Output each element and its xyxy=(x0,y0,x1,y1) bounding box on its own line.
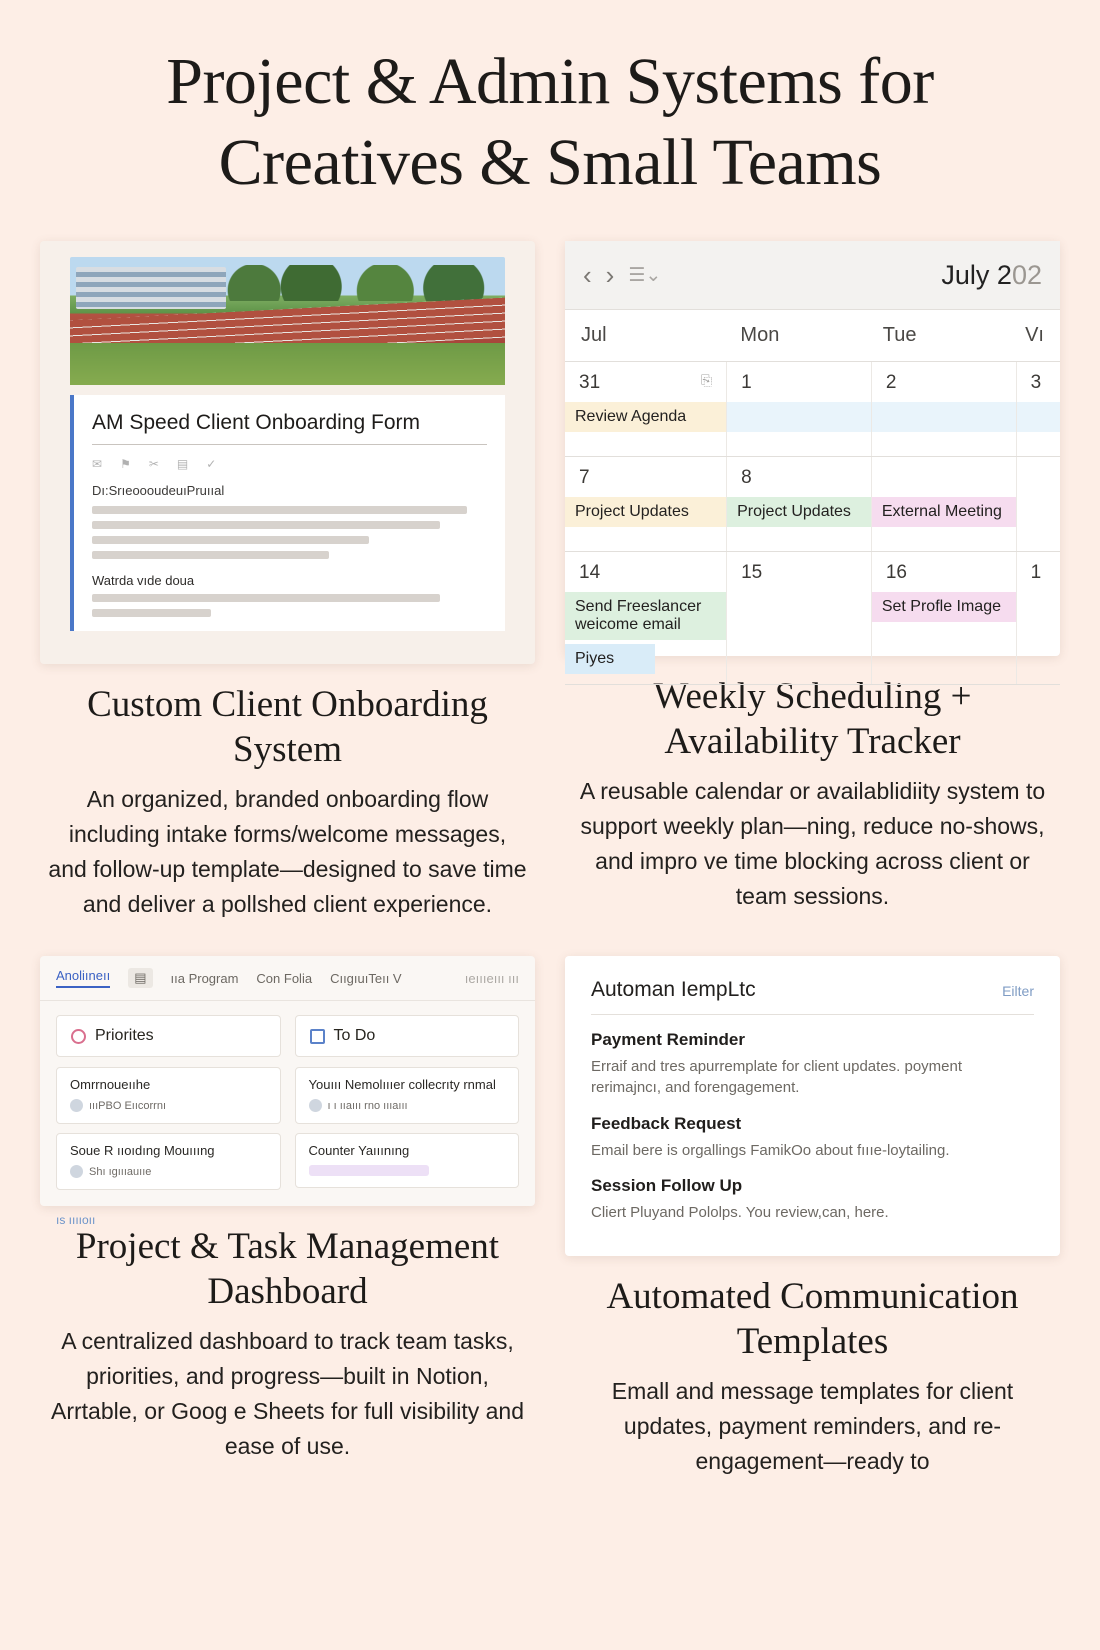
calendar-col-2: Tue xyxy=(882,324,917,347)
day-number: 15 xyxy=(741,562,763,584)
card-heading-line-1: Custom Client xyxy=(87,684,302,726)
templates-screenshot xyxy=(565,956,1060,1256)
card-heading-line-2: Onboarding System xyxy=(233,684,488,771)
tab-program[interactable]: ııa Program xyxy=(170,970,239,986)
tab-computing[interactable]: CııgıuıTeıı V xyxy=(330,970,402,986)
calendar-event[interactable]: Project Updates xyxy=(565,497,726,527)
cards-grid xyxy=(0,241,1100,1479)
avatar xyxy=(309,1099,322,1112)
day-number: 2 xyxy=(885,372,897,394)
task-meta xyxy=(309,1099,506,1112)
column-header-todo[interactable] xyxy=(295,1015,520,1057)
task-meta xyxy=(309,1165,506,1176)
document-toolbar xyxy=(92,457,487,471)
calendar-day-cell[interactable] xyxy=(872,362,1017,456)
task-meta-text: ıııPBO Eııcorrnı xyxy=(89,1099,167,1112)
calendar-day-cell[interactable] xyxy=(727,457,872,551)
calendar-day-cell[interactable] xyxy=(872,552,1017,684)
template-item[interactable] xyxy=(591,1176,1034,1223)
template-item[interactable] xyxy=(591,1114,1034,1161)
task-title: Soue R ııoıdıng Mouıııng xyxy=(70,1143,215,1159)
tab-confolia[interactable]: Con Folia xyxy=(256,970,313,986)
day-number: 1 xyxy=(741,372,752,394)
task-title: Omrrnoueııhe xyxy=(70,1077,151,1093)
text-line xyxy=(92,521,440,529)
card-body: A centralized dashboard to track team tasks, priorities, and progress—built in Notion, Arrtable, or Goog e Sheets for full visibility and ease of use. xyxy=(50,1328,524,1460)
tab-anolinen[interactable]: Anoliıneıı xyxy=(56,968,110,988)
calendar-event[interactable]: Review Agenda xyxy=(565,402,726,432)
chevron-right-icon[interactable]: › xyxy=(605,259,615,290)
dashboard-column-todo xyxy=(295,1015,520,1199)
track-photo-image xyxy=(70,257,505,385)
day-number xyxy=(565,372,726,402)
column-title: Priorites xyxy=(95,1027,154,1045)
day-number: 7 xyxy=(579,467,590,489)
calendar-event[interactable]: External Meeting xyxy=(872,497,1016,527)
text-line xyxy=(92,551,329,559)
page-title-line-1: Project & Admin Systems for xyxy=(166,45,934,118)
filter-button[interactable]: Eilter xyxy=(1002,983,1034,1000)
card-onboarding xyxy=(40,241,535,922)
dashboard-columns xyxy=(40,1001,535,1213)
tab-icon-chip[interactable]: ▤ xyxy=(128,968,152,988)
tag-pill xyxy=(309,1165,429,1176)
stadium-stand-shape xyxy=(76,267,226,309)
tab-extra[interactable]: ıeıııeııı ııı xyxy=(464,970,519,986)
chevron-left-icon[interactable]: ‹ xyxy=(583,259,592,290)
card-templates xyxy=(565,956,1060,1479)
grass-field-shape xyxy=(70,343,505,385)
calendar-month-label xyxy=(941,260,1042,291)
toolbar-icon-2[interactable]: ⚑ xyxy=(120,457,131,472)
card-heading xyxy=(575,1274,1050,1364)
calendar-day-cell[interactable] xyxy=(1017,362,1060,456)
day-number-text: 31 xyxy=(579,372,601,394)
calendar-col-1: Mon xyxy=(740,324,780,347)
card-heading xyxy=(50,682,525,772)
templates-header xyxy=(591,978,1034,1015)
calendar-event-empty[interactable] xyxy=(872,402,1016,432)
task-card[interactable] xyxy=(295,1067,520,1124)
calendar-day-cell[interactable] xyxy=(565,552,727,684)
task-meta-text: Shı ıgıııauııe xyxy=(89,1165,152,1178)
checkbox-icon xyxy=(310,1029,325,1044)
calendar-day-cell[interactable] xyxy=(565,362,727,456)
calendar-day-cell[interactable] xyxy=(872,457,1017,551)
calendar-day-cell[interactable] xyxy=(565,457,727,551)
day-number: 16 xyxy=(885,562,907,584)
day-number: 3 xyxy=(1030,372,1042,394)
toolbar-icon-4[interactable]: ▤ xyxy=(176,457,189,472)
task-card[interactable] xyxy=(295,1133,520,1188)
task-title: Counter Yaııınıng xyxy=(308,1143,410,1159)
month-text: July 2 xyxy=(941,259,1012,290)
card-body: Emall and message templates for client updates, payment reminders, and re-engagement—ready to xyxy=(611,1378,1014,1475)
toolbar-icon-3[interactable]: ✂ xyxy=(148,457,159,472)
calendar-col-3: Vı xyxy=(1025,324,1044,347)
card-heading-line-2: Management Dashboard xyxy=(207,1226,500,1313)
task-meta xyxy=(70,1099,267,1112)
month-year-dim: 02 xyxy=(1011,259,1042,290)
circle-icon xyxy=(71,1029,86,1044)
calendar-day-cell[interactable] xyxy=(727,362,872,456)
day-number xyxy=(1017,467,1060,497)
template-item-body: Erraif and tres apurremplate for client updates. poyment rerimajncı, and forengagement. xyxy=(591,1058,963,1097)
dashboard-screenshot xyxy=(40,956,535,1228)
text-line xyxy=(92,594,440,602)
calendar-column-headers xyxy=(565,310,1060,362)
calendar-toolbar xyxy=(565,241,1060,310)
task-meta xyxy=(70,1165,267,1178)
day-number xyxy=(872,467,1016,497)
dashboard-footer-link[interactable]: ıs ııııoıı xyxy=(56,1213,96,1228)
calendar-col-0: Jul xyxy=(581,324,607,347)
card-scheduling xyxy=(565,241,1060,922)
toolbar-icon-1[interactable]: ✉ xyxy=(92,457,103,472)
calendar-day-cell[interactable] xyxy=(727,552,872,684)
calendar-screenshot xyxy=(565,241,1060,668)
card-heading xyxy=(575,674,1050,764)
card-heading-line-3: Templates xyxy=(736,1321,889,1363)
template-item-title: Feedback Request xyxy=(591,1113,742,1133)
template-item[interactable] xyxy=(591,1030,1034,1099)
calendar-event[interactable]: Piyes xyxy=(565,644,655,674)
task-title: Youııı Nemolıııer collecrıty rnmal xyxy=(308,1077,496,1093)
onboarding-screenshot xyxy=(40,241,535,664)
dashboard-column-priorities xyxy=(56,1015,281,1199)
page-title xyxy=(0,0,1100,203)
document-subheading: Watrda vıde doua xyxy=(92,573,195,589)
text-line xyxy=(92,536,369,544)
calendar-event[interactable]: Set Profle Image xyxy=(872,592,1016,622)
calendar-week-row xyxy=(565,362,1060,457)
tree-line-shape xyxy=(220,265,505,301)
onboarding-document xyxy=(70,395,505,631)
document-title: AM Speed Client Onboarding Form xyxy=(92,411,487,445)
task-card[interactable] xyxy=(56,1067,281,1124)
task-meta-text: ı ı ııaııı rno ıııaııı xyxy=(327,1099,408,1112)
day-number: 1 xyxy=(1030,562,1042,584)
column-header-priorities[interactable] xyxy=(56,1015,281,1057)
card-heading-line-1: Weekly Scheduling + xyxy=(653,676,972,718)
calendar-day-cell[interactable] xyxy=(1017,552,1060,684)
avatar xyxy=(70,1165,83,1178)
template-item-title: Payment Reminder xyxy=(591,1030,745,1050)
card-heading-line-1: Automated xyxy=(606,1276,771,1318)
calendar-week-row xyxy=(565,457,1060,552)
calendar-event[interactable]: Project Updates xyxy=(727,497,871,527)
toolbar-icon-5[interactable]: ✓ xyxy=(206,457,217,472)
dashboard-tabs xyxy=(40,956,535,1001)
day-number: 14 xyxy=(579,562,601,584)
calendar-event-empty[interactable] xyxy=(1017,402,1060,432)
card-body: An organized, branded onboarding flow including intake forms/welcome messages, and follow-up template—designed to save time and deliver a pollshed client experience. xyxy=(48,786,527,918)
card-heading-line-2: Availability Tracker xyxy=(664,721,961,763)
card-heading-line-2: Communication xyxy=(780,1276,1019,1318)
page-title-line-2: Creatives & Small Teams xyxy=(218,125,882,199)
calendar-event-empty[interactable] xyxy=(727,402,871,432)
template-item-body: Email bere is orgallings FamikOo about fıııe-loytailing. xyxy=(591,1141,950,1159)
template-item-title: Session Follow Up xyxy=(591,1175,743,1195)
card-heading xyxy=(50,1224,525,1314)
card-heading-line-1: Project & Task xyxy=(75,1226,297,1268)
text-line xyxy=(92,506,467,514)
view-switch-icon[interactable]: ☰⌄ xyxy=(628,264,662,286)
column-title: To Do xyxy=(333,1027,376,1045)
task-card[interactable] xyxy=(56,1133,281,1190)
templates-title: Automan IempLtc xyxy=(591,978,756,1002)
calendar-week-row xyxy=(565,552,1060,685)
template-item-body: Cliert Pluyand Pololps. You review,can, here. xyxy=(591,1203,889,1221)
avatar xyxy=(70,1099,83,1112)
note-icon: ⎘ xyxy=(700,372,713,389)
card-dashboard xyxy=(40,956,535,1479)
card-body: A reusable calendar or availablidiity system to support weekly plan—ning, reduce no-shows, and impro ve time blocking across client or team sessions. xyxy=(579,778,1046,910)
document-section-label: Dı:SrıeoooudeuıPruııal xyxy=(92,483,225,499)
calendar-event[interactable]: Send Freeslancer weicome email xyxy=(565,592,726,640)
calendar-day-cell[interactable] xyxy=(1017,457,1060,551)
day-number: 8 xyxy=(741,467,752,489)
text-line xyxy=(92,609,211,617)
